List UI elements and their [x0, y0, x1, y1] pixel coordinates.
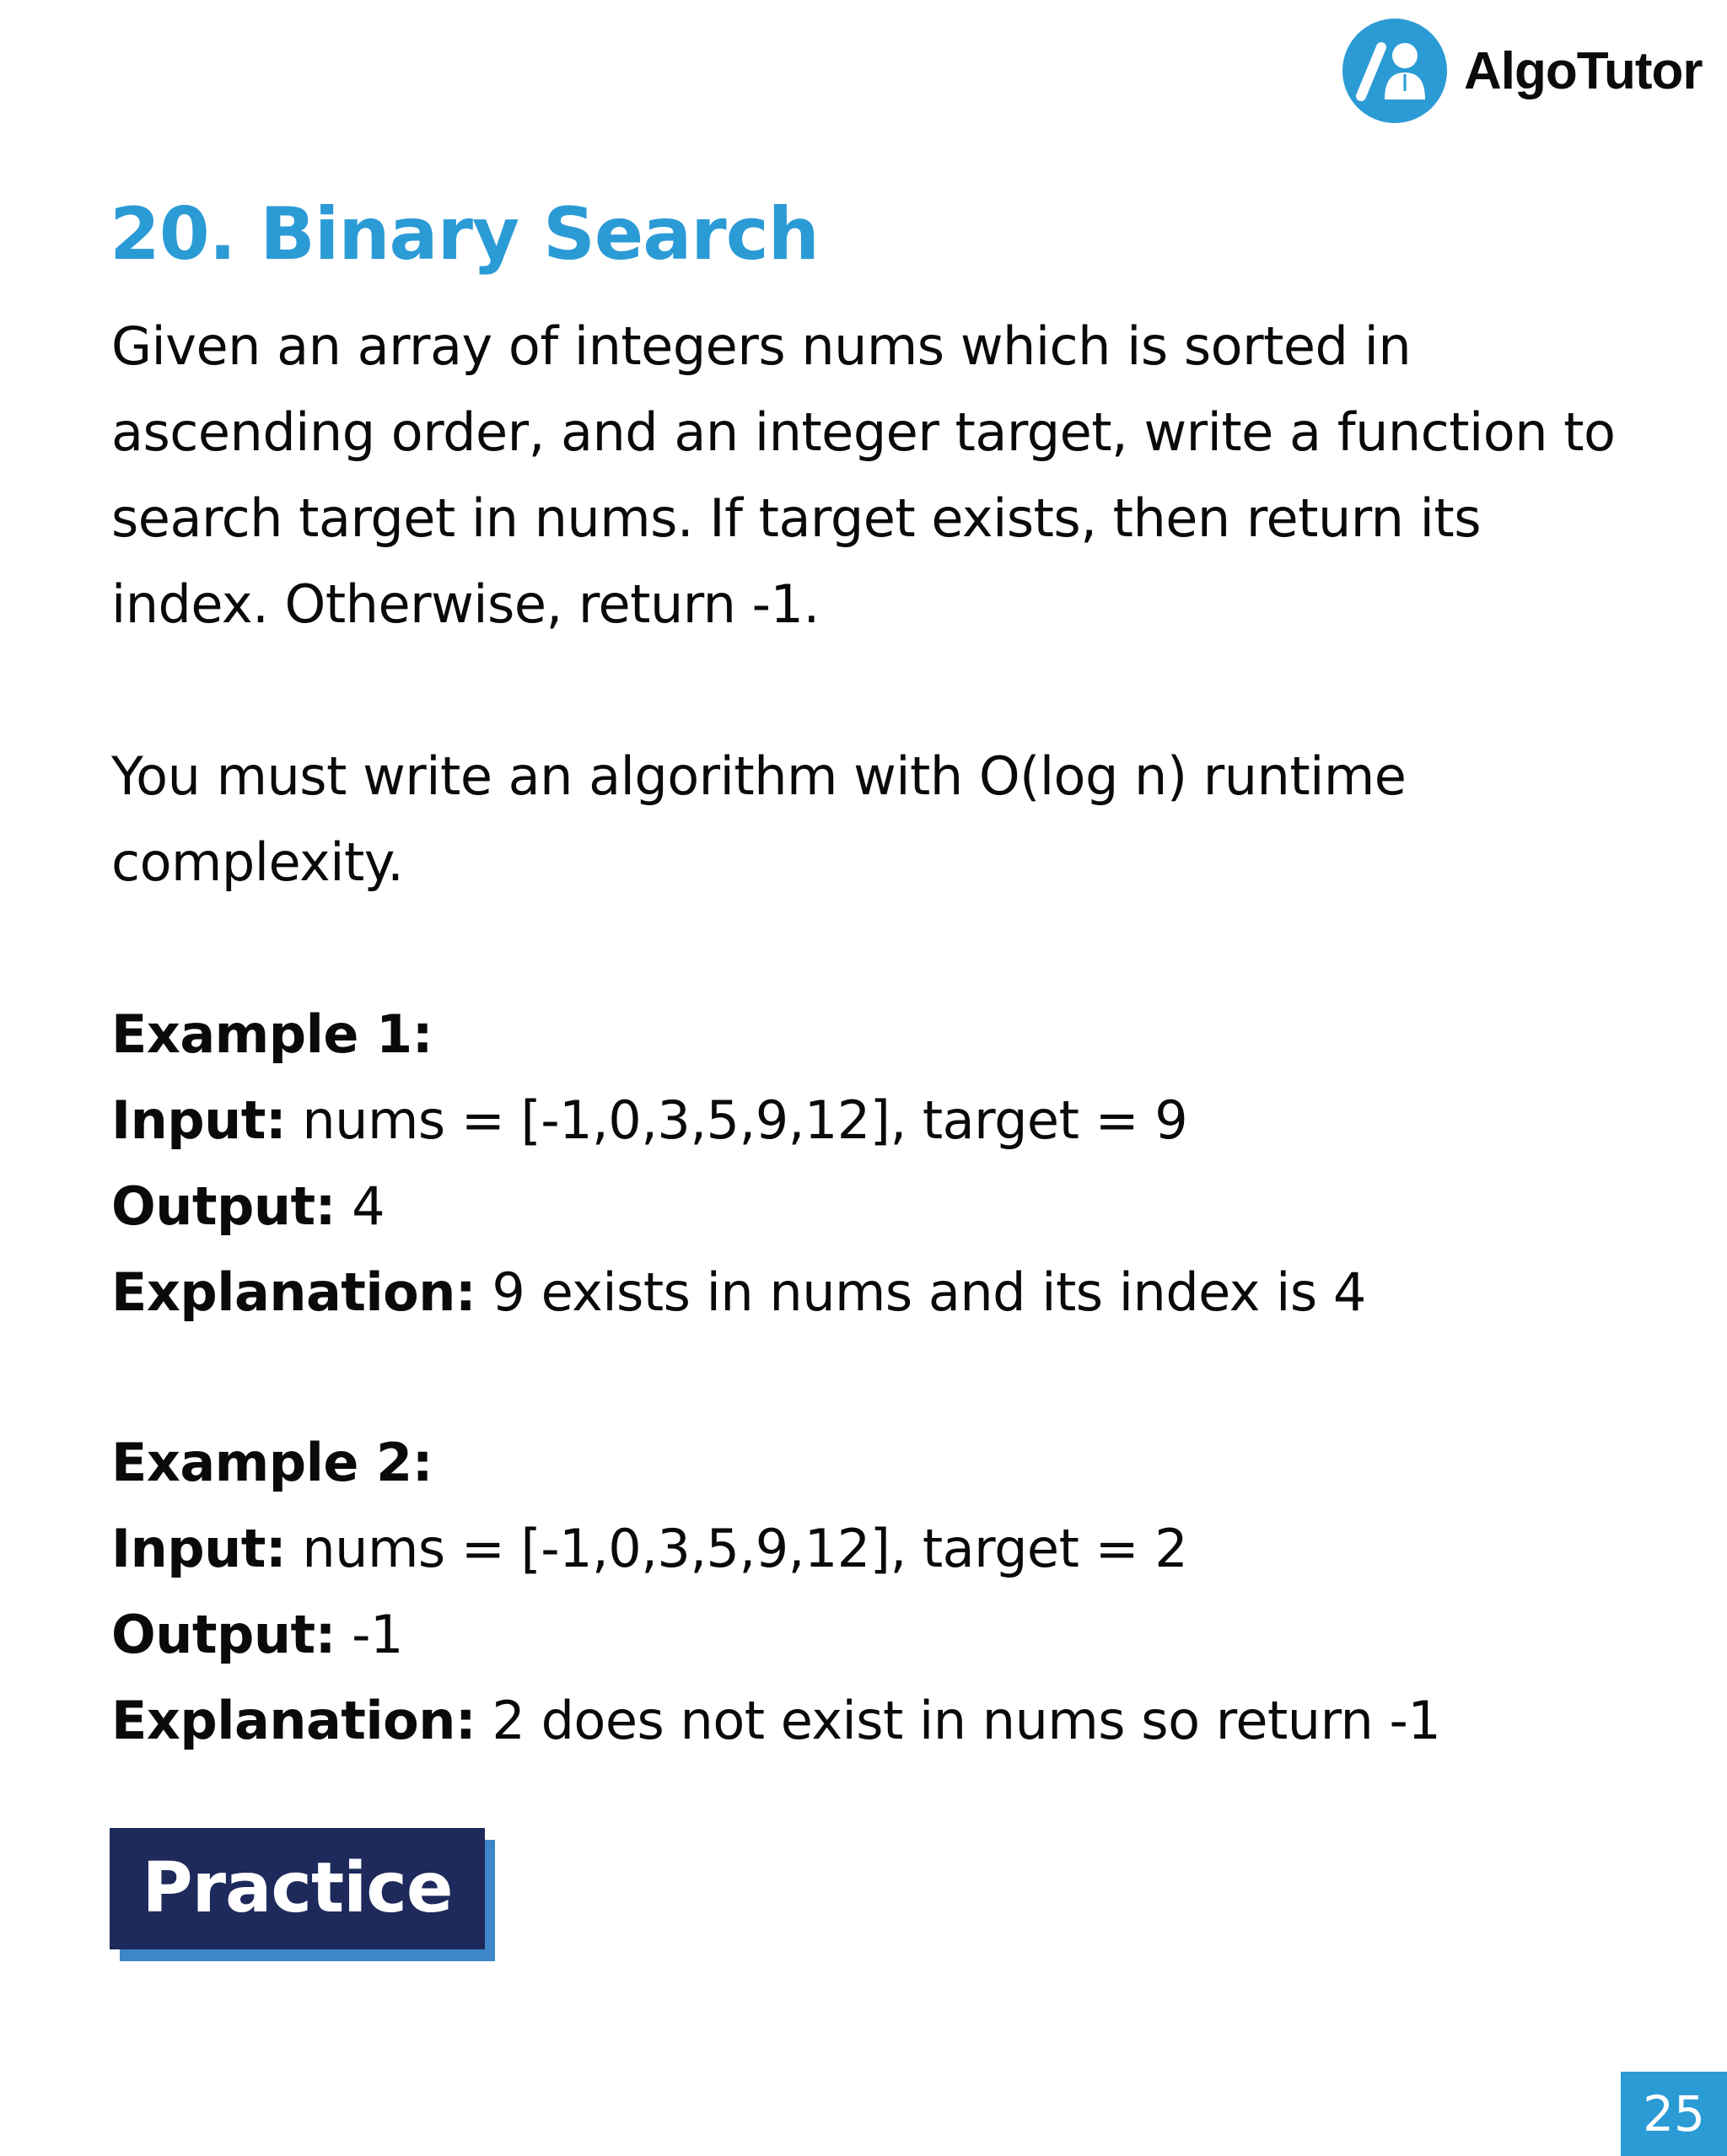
page-title: 20. Binary Search [110, 192, 819, 277]
problem-constraint: You must write an algorithm with O(log n) runtime complexity. [111, 745, 1407, 893]
explanation-value: 9 exists in nums and its index is 4 [476, 1261, 1366, 1323]
example-2-input [111, 1506, 1187, 1592]
explanation-label: Explanation: [111, 1690, 476, 1751]
example-1-explanation [111, 1250, 1366, 1336]
brand-name: AlgoTutor [1464, 41, 1703, 100]
example-2-explanation [111, 1678, 1440, 1764]
page-number: 25 [1621, 2072, 1727, 2156]
practice-button-container [110, 1828, 485, 1949]
example-2-heading [111, 1420, 433, 1506]
example-heading-label: Example 2: [111, 1432, 433, 1493]
output-label: Output: [111, 1604, 336, 1665]
brand-logo [1342, 19, 1703, 123]
input-label: Input: [111, 1518, 287, 1579]
example-1-input [111, 1078, 1187, 1164]
example-1-heading [111, 992, 433, 1078]
input-value: nums = [-1,0,3,5,9,12], target = 9 [286, 1089, 1188, 1151]
output-label: Output: [111, 1175, 336, 1237]
explanation-value: 2 does not exist in nums so return -1 [476, 1690, 1441, 1751]
input-label: Input: [111, 1089, 287, 1151]
practice-button[interactable]: Practice [110, 1828, 485, 1949]
problem-description: Given an array of integers nums which is sorted in ascending order, and an integer target, write a function to search target in nums. If target exists, then return its index. Otherwise, return -1. [111, 315, 1616, 635]
input-value: nums = [-1,0,3,5,9,12], target = 2 [286, 1518, 1188, 1579]
output-value: -1 [335, 1604, 403, 1665]
pen-and-person-icon [1342, 19, 1447, 123]
explanation-label: Explanation: [111, 1261, 476, 1323]
output-value: 4 [335, 1175, 385, 1237]
example-heading-label: Example 1: [111, 1003, 433, 1065]
example-2-output [111, 1592, 403, 1678]
example-1-output [111, 1164, 385, 1250]
